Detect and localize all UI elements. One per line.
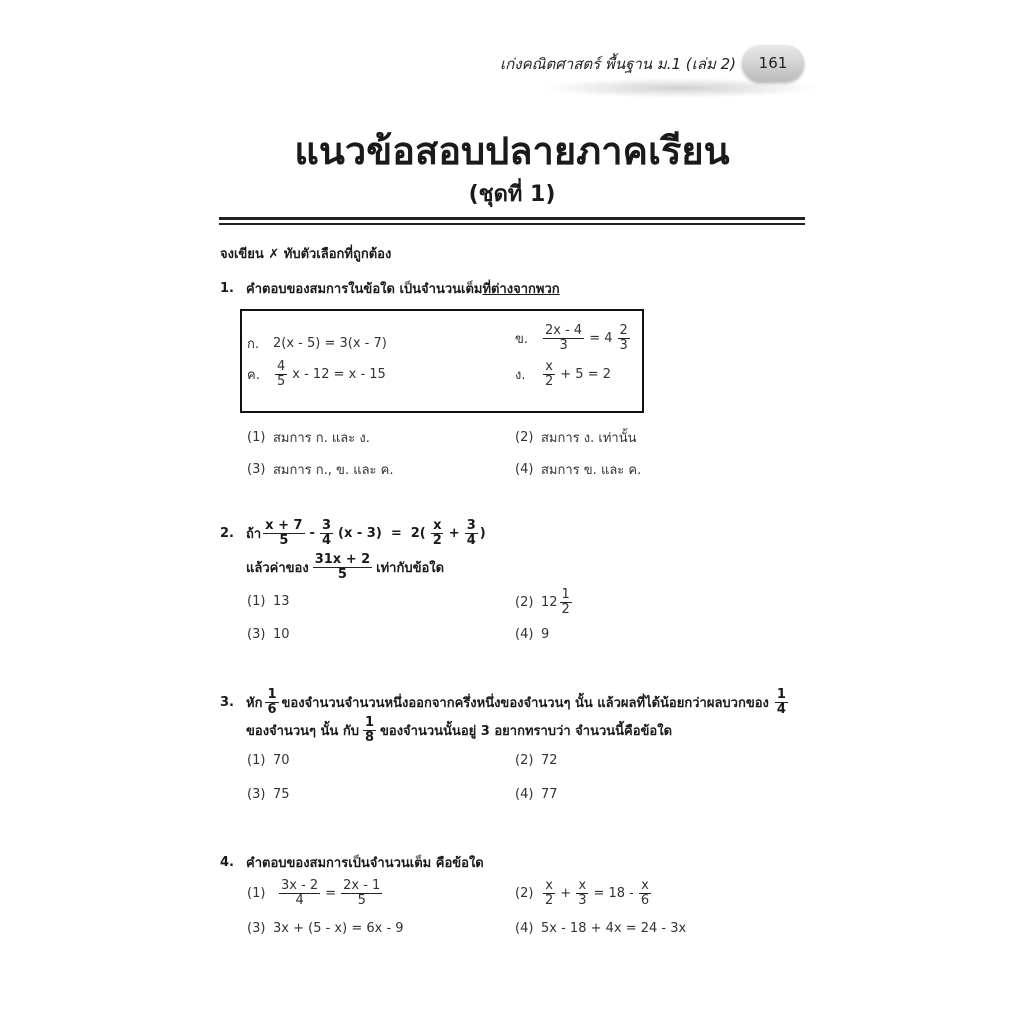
- choice-3[interactable]: [247, 921, 404, 936]
- question-number: 1.: [220, 281, 234, 296]
- question-2-line-2: [246, 553, 444, 581]
- operator: +: [560, 885, 572, 901]
- book-title: เก่งคณิตศาสตร์ พื้นฐาน ม.1 (เล่ม 2): [500, 55, 736, 73]
- fraction: $\frac{2}{3}$: [619, 323, 628, 353]
- choice-1[interactable]: [247, 879, 384, 907]
- page-number: 161: [742, 45, 804, 81]
- equation-d: [515, 360, 611, 388]
- choice-number: (2): [515, 885, 534, 901]
- question-text: หัก: [246, 695, 263, 711]
- fraction: $\frac{2x - 1}{5}$: [343, 878, 381, 908]
- choice-number: (2): [515, 594, 534, 610]
- choice-number: (1): [247, 885, 266, 901]
- choice-number: (4): [515, 627, 534, 642]
- equation-a: [247, 333, 387, 354]
- operator: +: [448, 525, 460, 541]
- fraction: $\frac{4}{5}$: [277, 359, 286, 389]
- equation-label: ข.: [515, 331, 529, 347]
- fraction: $\frac{x}{6}$: [640, 878, 650, 908]
- choice-2[interactable]: [515, 588, 574, 616]
- fraction: $\frac{x}{2}$: [545, 878, 554, 908]
- page-subtitle: (ชุดที่ 1): [468, 182, 556, 207]
- question-number: 3.: [220, 694, 234, 710]
- choice-3[interactable]: [247, 459, 394, 480]
- fraction: $\frac{x}{3}$: [578, 878, 587, 908]
- choice-text: 5x - 18 + 4x = 24 - 3x: [541, 921, 687, 936]
- choice-text: 75: [273, 787, 290, 802]
- operator: ): [479, 525, 486, 541]
- fraction: $\frac{1}{6}$: [267, 687, 277, 717]
- choice-1[interactable]: [247, 753, 290, 768]
- question-text: ถ้า: [246, 526, 262, 542]
- choice-4[interactable]: [515, 459, 641, 480]
- question-text: ของจำนวนนั้นอยู่ 3 อยากทราบว่า จำนวนนี้คือข้อใด: [380, 723, 673, 739]
- fraction: $\frac{3x - 2}{4}$: [281, 878, 319, 908]
- question-number: 4.: [220, 855, 234, 870]
- choice-number: (3): [247, 627, 266, 642]
- question-text-underlined: ที่ต่างจากพวก: [482, 282, 560, 297]
- equation-label: ก.: [247, 337, 260, 352]
- fraction: $\frac{x + 7}{5}$: [265, 518, 303, 548]
- question-text: คำตอบของสมการในข้อใด เป็นจำนวนเต็ม: [246, 282, 483, 297]
- fraction: $\frac{1}{8}$: [364, 715, 375, 745]
- choice-4[interactable]: [515, 787, 558, 802]
- choice-number: (4): [515, 921, 534, 936]
- choice-number: (3): [247, 787, 266, 802]
- equation-c: [247, 360, 386, 388]
- fraction: $\frac{3}{4}$: [321, 518, 331, 548]
- choice-number: (4): [515, 787, 534, 802]
- question-2: [220, 519, 486, 547]
- choice-text: 13: [273, 594, 290, 609]
- operator: -: [309, 525, 315, 541]
- choice-text: 3x + (5 - x) = 6x - 9: [273, 921, 404, 936]
- fraction: $\frac{1}{2}$: [561, 587, 570, 617]
- choice-number: (3): [247, 462, 266, 477]
- question-3-line-2: [246, 716, 672, 744]
- choice-2[interactable]: [515, 753, 558, 768]
- choice-text: สมการ ง. เท่านั้น: [541, 431, 637, 446]
- choice-number: (4): [515, 462, 534, 477]
- equation-b: [515, 324, 632, 352]
- choice-text: 77: [541, 787, 558, 802]
- fraction: $\frac{31x + 2}{5}$: [314, 552, 371, 582]
- equation-text: x - 12 = x - 15: [292, 366, 386, 382]
- equation-text: = 4: [589, 330, 613, 346]
- question-text: ของจำนวนๆ นั้น กับ: [246, 723, 359, 739]
- title-rule: [219, 217, 805, 220]
- question-text: เท่ากับข้อใด: [376, 560, 445, 576]
- choice-text: 12: [541, 594, 558, 610]
- equation-label: ค.: [247, 367, 260, 383]
- fraction: $\frac{x}{2}$: [432, 518, 442, 548]
- choice-number: (2): [515, 753, 534, 768]
- fraction: $\frac{2x - 4}{3}$: [545, 323, 583, 353]
- operator: =: [325, 885, 337, 901]
- choice-1[interactable]: [247, 594, 290, 609]
- equation-text: = 18 -: [593, 885, 634, 901]
- question-4: [220, 852, 484, 873]
- choice-text: 9: [541, 627, 550, 642]
- choice-number: (1): [247, 594, 266, 609]
- instruction: จงเขียน ✗ ทับตัวเลือกที่ถูกต้อง: [220, 247, 392, 262]
- choice-3[interactable]: [247, 787, 290, 802]
- question-text: คำตอบของสมการเป็นจำนวนเต็ม คือข้อใด: [246, 856, 484, 871]
- choice-text: 72: [541, 753, 558, 768]
- fraction: $\frac{x}{2}$: [545, 359, 554, 389]
- choice-4[interactable]: [515, 627, 549, 642]
- choice-4[interactable]: [515, 921, 686, 936]
- choice-3[interactable]: [247, 627, 290, 642]
- choice-number: (1): [247, 753, 266, 768]
- question-3: [220, 688, 790, 716]
- equation-label: ง.: [515, 367, 526, 383]
- question-text: ของจำนวนจำนวนหนึ่งออกจากครึ่งหนึ่งของจำนวนๆ นั้น แล้วผลที่ได้น้อยกว่าผลบวกของ: [281, 695, 769, 711]
- choice-text: สมการ ก., ข. และ ค.: [273, 463, 394, 478]
- question-number: 2.: [220, 525, 234, 541]
- choice-number: (1): [247, 430, 266, 445]
- fraction: $\frac{3}{4}$: [466, 518, 476, 548]
- choice-number: (2): [515, 430, 534, 445]
- equation-text: + 5 = 2: [560, 366, 612, 382]
- choice-text: 70: [273, 753, 290, 768]
- page-title: แนวข้อสอบปลายภาคเรียน: [294, 129, 730, 173]
- fraction: $\frac{1}{4}$: [776, 687, 786, 717]
- choice-2[interactable]: [515, 879, 653, 907]
- choice-text: สมการ ข. และ ค.: [541, 463, 642, 478]
- choice-1[interactable]: [247, 427, 370, 448]
- header-swoosh: [540, 78, 820, 98]
- equation-text: 2(x - 5) = 3(x - 7): [273, 336, 387, 351]
- choice-2[interactable]: [515, 427, 637, 448]
- equation-text: (x - 3) = 2(: [338, 525, 426, 541]
- choice-text: สมการ ก. และ ง.: [273, 431, 370, 446]
- choice-text: 10: [273, 627, 290, 642]
- choice-number: (3): [247, 921, 266, 936]
- question-1: [220, 278, 560, 299]
- question-text: แล้วค่าของ: [246, 560, 309, 576]
- title-rule-thin: [219, 223, 805, 225]
